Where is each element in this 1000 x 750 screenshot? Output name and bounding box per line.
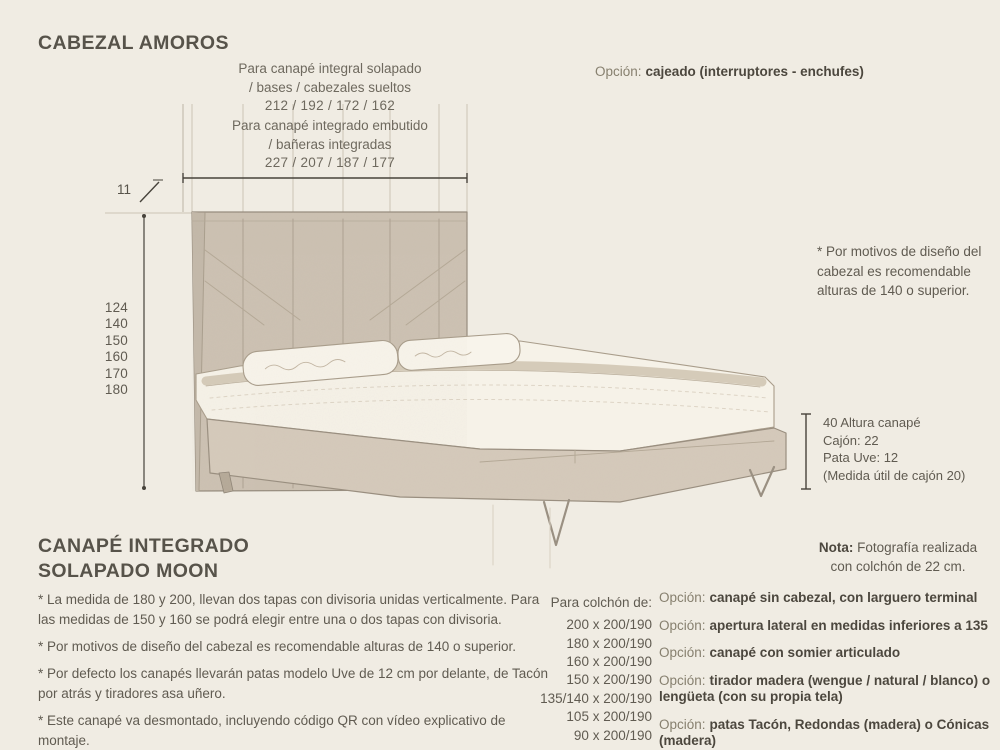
design-note-line: * Por motivos de diseño del (817, 244, 982, 259)
option-value: canapé sin cabezal, con larguero terminal (709, 590, 978, 605)
mattress-size: 160 x 200/190 (566, 653, 652, 669)
height-option: 160 (104, 349, 128, 365)
mattress-sizes-header: Para colchón de: (550, 595, 652, 610)
option-label: Opción: (659, 617, 706, 633)
dimension-note-embutido (165, 117, 495, 173)
canape-spec-line: 40 Altura canapé (823, 415, 921, 430)
dim-solapado-values: 212 / 192 / 172 / 162 (264, 98, 396, 113)
option-value: cajeado (interruptores - enchufes) (645, 64, 864, 79)
extension-lines-bottom (493, 505, 550, 568)
mattress-size: 105 x 200/190 (566, 709, 652, 725)
canape-spec-line: (Medida útil de cajón 20) (823, 467, 966, 483)
dimension-note-solapado (165, 60, 495, 116)
canape-option (659, 717, 997, 750)
page-title: CABEZAL AMOROS (38, 32, 229, 54)
bullet-note: * La medida de 180 y 200, llevan dos tapas con divisoria unidas verticalmente. Para las medidas de 150 y 160 se podrá elegir entre una o dos tapas con divisoria. (38, 592, 540, 627)
dim-embutido-line1: Para canapé integrado embutido (232, 118, 428, 133)
height-option: 180 (104, 382, 128, 398)
dim-embutido-values: 227 / 207 / 187 / 177 (264, 155, 396, 170)
section2-title-line2: SOLAPADO MOON (38, 560, 219, 582)
height-option: 124 (104, 300, 128, 315)
mattress-size: 180 x 200/190 (566, 635, 652, 651)
option-label: Opción: (659, 590, 706, 605)
canape-spec (823, 414, 965, 484)
bullet-note: * Por defecto los canapés llevarán patas modelo Uve de 12 cm por delante, de Tacón por atrás y tiradores asa uñero. (38, 666, 549, 701)
uve-leg-front (544, 500, 569, 545)
dim-solapado-line1: Para canapé integral solapado (238, 61, 422, 76)
option-label: Opción: (595, 64, 642, 79)
canape-height-bracket (801, 414, 811, 489)
mattress-sizes (510, 593, 652, 745)
option-value: canapé con somier articulado (709, 645, 901, 660)
option-value: patas Tacón, Redondas (madera) o Cónicas (madera) (659, 716, 990, 748)
canape-option (659, 618, 997, 635)
dim-solapado-line2: / bases / cabezales sueltos (248, 79, 412, 95)
bullet-note: * Este canapé va desmontado, incluyendo código QR con vídeo explicativo de montaje. (38, 713, 506, 748)
photo-note-label: Nota: (818, 540, 854, 555)
height-dimension-line (142, 214, 146, 490)
design-note-line: cabezal es recomendable (817, 263, 971, 279)
canape-spec-line: Cajón: 22 (823, 432, 879, 448)
height-options-list (68, 300, 128, 398)
option-label: Opción: (659, 672, 706, 688)
photo-note (808, 539, 988, 576)
mattress-size: 135/140 x 200/190 (540, 690, 652, 706)
section2-title-line1: CANAPÉ INTEGRADO (38, 535, 250, 557)
thickness-tick-icon (140, 182, 159, 202)
dim-embutido-line2: / bañeras integradas (268, 136, 392, 152)
width-dimension-line (153, 173, 467, 183)
option-label: Opción: (659, 716, 706, 732)
mattress-size: 90 x 200/190 (573, 727, 652, 743)
canape-option (659, 645, 997, 662)
height-option: 150 (104, 332, 128, 348)
canape-option (659, 673, 997, 706)
bullet-note: * Por motivos de diseño del cabezal es recomendable alturas de 140 o superior. (38, 639, 517, 654)
design-note (817, 242, 981, 301)
option-value: apertura lateral en medidas inferiores a 135 (709, 617, 988, 633)
height-option: 170 (104, 365, 128, 381)
thickness-value: 11 (117, 182, 132, 197)
section2-title (38, 534, 249, 584)
canape-option (659, 590, 997, 607)
option-cajeado (595, 62, 864, 81)
canape-options (659, 590, 997, 750)
option-label: Opción: (659, 645, 706, 660)
photo-note-text: Fotografía realizada con colchón de 22 cm. (830, 540, 978, 574)
mattress-size: 150 x 200/190 (566, 672, 652, 688)
option-value: tirador madera (wengue / natural / blanco) o lengüeta (con su propia tela) (659, 672, 991, 704)
canape-notes (38, 590, 554, 750)
height-option: 140 (104, 316, 128, 332)
canape-spec-line: Pata Uve: 12 (823, 450, 899, 465)
design-note-line: alturas de 140 o superior. (817, 283, 970, 298)
mattress-size: 200 x 200/190 (566, 617, 652, 633)
